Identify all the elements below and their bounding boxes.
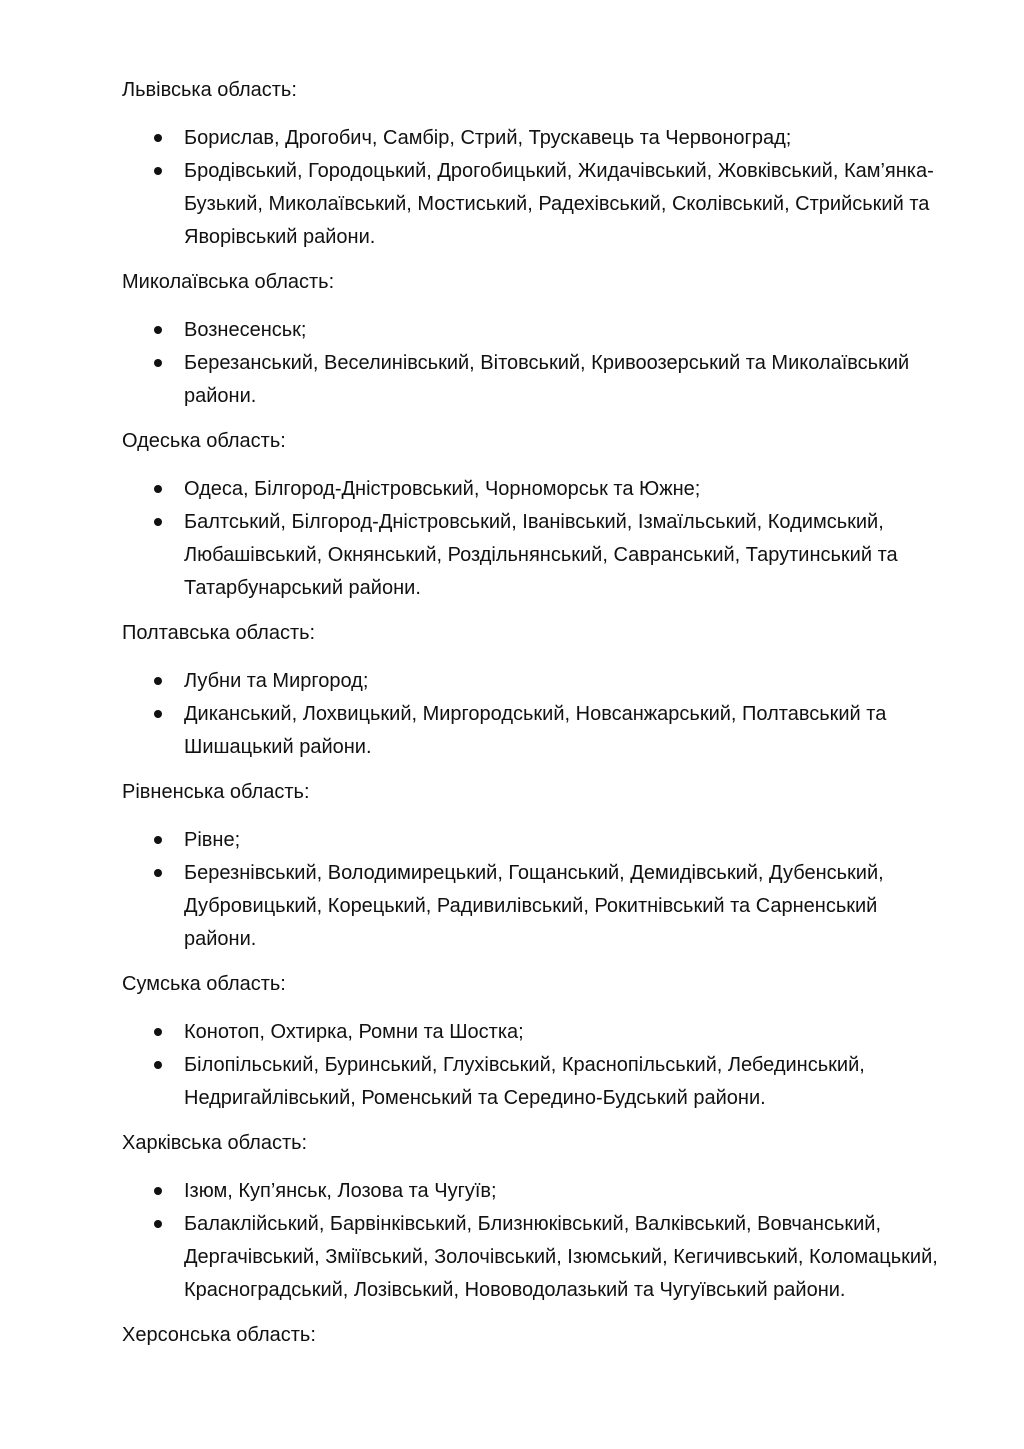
list-item [122,857,952,956]
list-item [122,506,952,605]
region-title: Львівська область: [122,79,297,101]
region-title: Рівненська область: [122,781,310,803]
document-content [122,74,952,1367]
region-rivne [122,776,952,956]
region-title: Херсонська область: [122,1324,316,1346]
region-poltava [122,617,952,764]
region-list [122,1175,952,1307]
bullet-icon [154,518,162,526]
bullet-icon [154,677,162,685]
list-item-text: Конотоп, Охтирка, Ромни та Шостка; [184,1021,524,1043]
bullet-icon [154,1028,162,1036]
bullet-icon [154,134,162,142]
list-item-text: Березанський, Веселинівський, Вітовський, Кривоозерський та Миколаївський райони. [184,352,910,407]
region-title: Полтавська область: [122,622,316,644]
list-item [122,473,952,506]
list-item [122,1049,952,1115]
list-item [122,1175,952,1208]
list-item-text: Диканський, Лохвицький, Миргородський, Новсанжарський, Полтавський та Шишацький райони. [184,703,887,758]
region-list [122,122,952,254]
list-item [122,1016,952,1049]
bullet-icon [154,1061,162,1069]
region-list [122,314,952,413]
list-item-text: Білопільський, Буринський, Глухівський, Краснопільський, Лебединський, Недригайлівський, Роменський та Середино-Будський райони. [184,1054,865,1109]
region-lviv [122,74,952,254]
region-kherson [122,1319,952,1351]
list-item [122,347,952,413]
list-item-text: Ізюм, Куп’янськ, Лозова та Чугуїв; [184,1180,497,1202]
bullet-icon [154,836,162,844]
bullet-icon [154,710,162,718]
bullet-icon [154,359,162,367]
list-item-text: Лубни та Миргород; [184,670,369,692]
bullet-icon [154,869,162,877]
region-list [122,473,952,605]
bullet-icon [154,485,162,493]
bullet-icon [154,1220,162,1228]
bullet-icon [154,326,162,334]
region-title: Миколаївська область: [122,271,335,293]
region-list [122,824,952,956]
list-item [122,314,952,347]
list-item-text: Березнівський, Володимирецький, Гощанський, Демидівський, Дубенський, Дубровицький, Корецький, Радивилівський, Рокитнівський та Сарненський райони. [184,862,884,950]
list-item [122,698,952,764]
list-item-text: Бродівський, Городоцький, Дрогобицький, Жидачівський, Жовківський, Кам’янка-Бузький, Миколаївський, Мостиський, Радехівський, Сколівський, Стрийський та Яворівський райони. [184,160,934,248]
region-odesa [122,425,952,605]
list-item [122,122,952,155]
region-kharkiv [122,1127,952,1307]
list-item-text: Борислав, Дрогобич, Самбір, Стрий, Трускавець та Червоноград; [184,127,792,149]
list-item [122,155,952,254]
region-list [122,1016,952,1115]
list-item-text: Вознесенськ; [184,319,307,341]
bullet-icon [154,167,162,175]
list-item-text: Рівне; [184,829,241,851]
list-item-text: Балтський, Білгород-Дністровський, Іванівський, Ізмаїльський, Кодимський, Любашівський, Окнянський, Роздільнянський, Савранський, Тарутинський та Татарбунарський райони. [184,511,898,599]
region-title: Харківська область: [122,1132,308,1154]
region-title: Одеська область: [122,430,286,452]
region-list [122,665,952,764]
region-sumy [122,968,952,1115]
list-item [122,824,952,857]
list-item [122,665,952,698]
list-item-text: Одеса, Білгород-Дністровський, Чорноморськ та Южне; [184,478,701,500]
region-mykolaiv [122,266,952,413]
list-item [122,1208,952,1307]
list-item-text: Балаклійський, Барвінківський, Близнюківський, Валківський, Вовчанський, Дергачівський, Зміївський, Золочівський, Ізюмський, Кегичивський, Коломацький, Красноградський, Лозівський, Нововодолазький та Чугуївський райони. [184,1213,938,1301]
region-title: Сумська область: [122,973,286,995]
bullet-icon [154,1187,162,1195]
